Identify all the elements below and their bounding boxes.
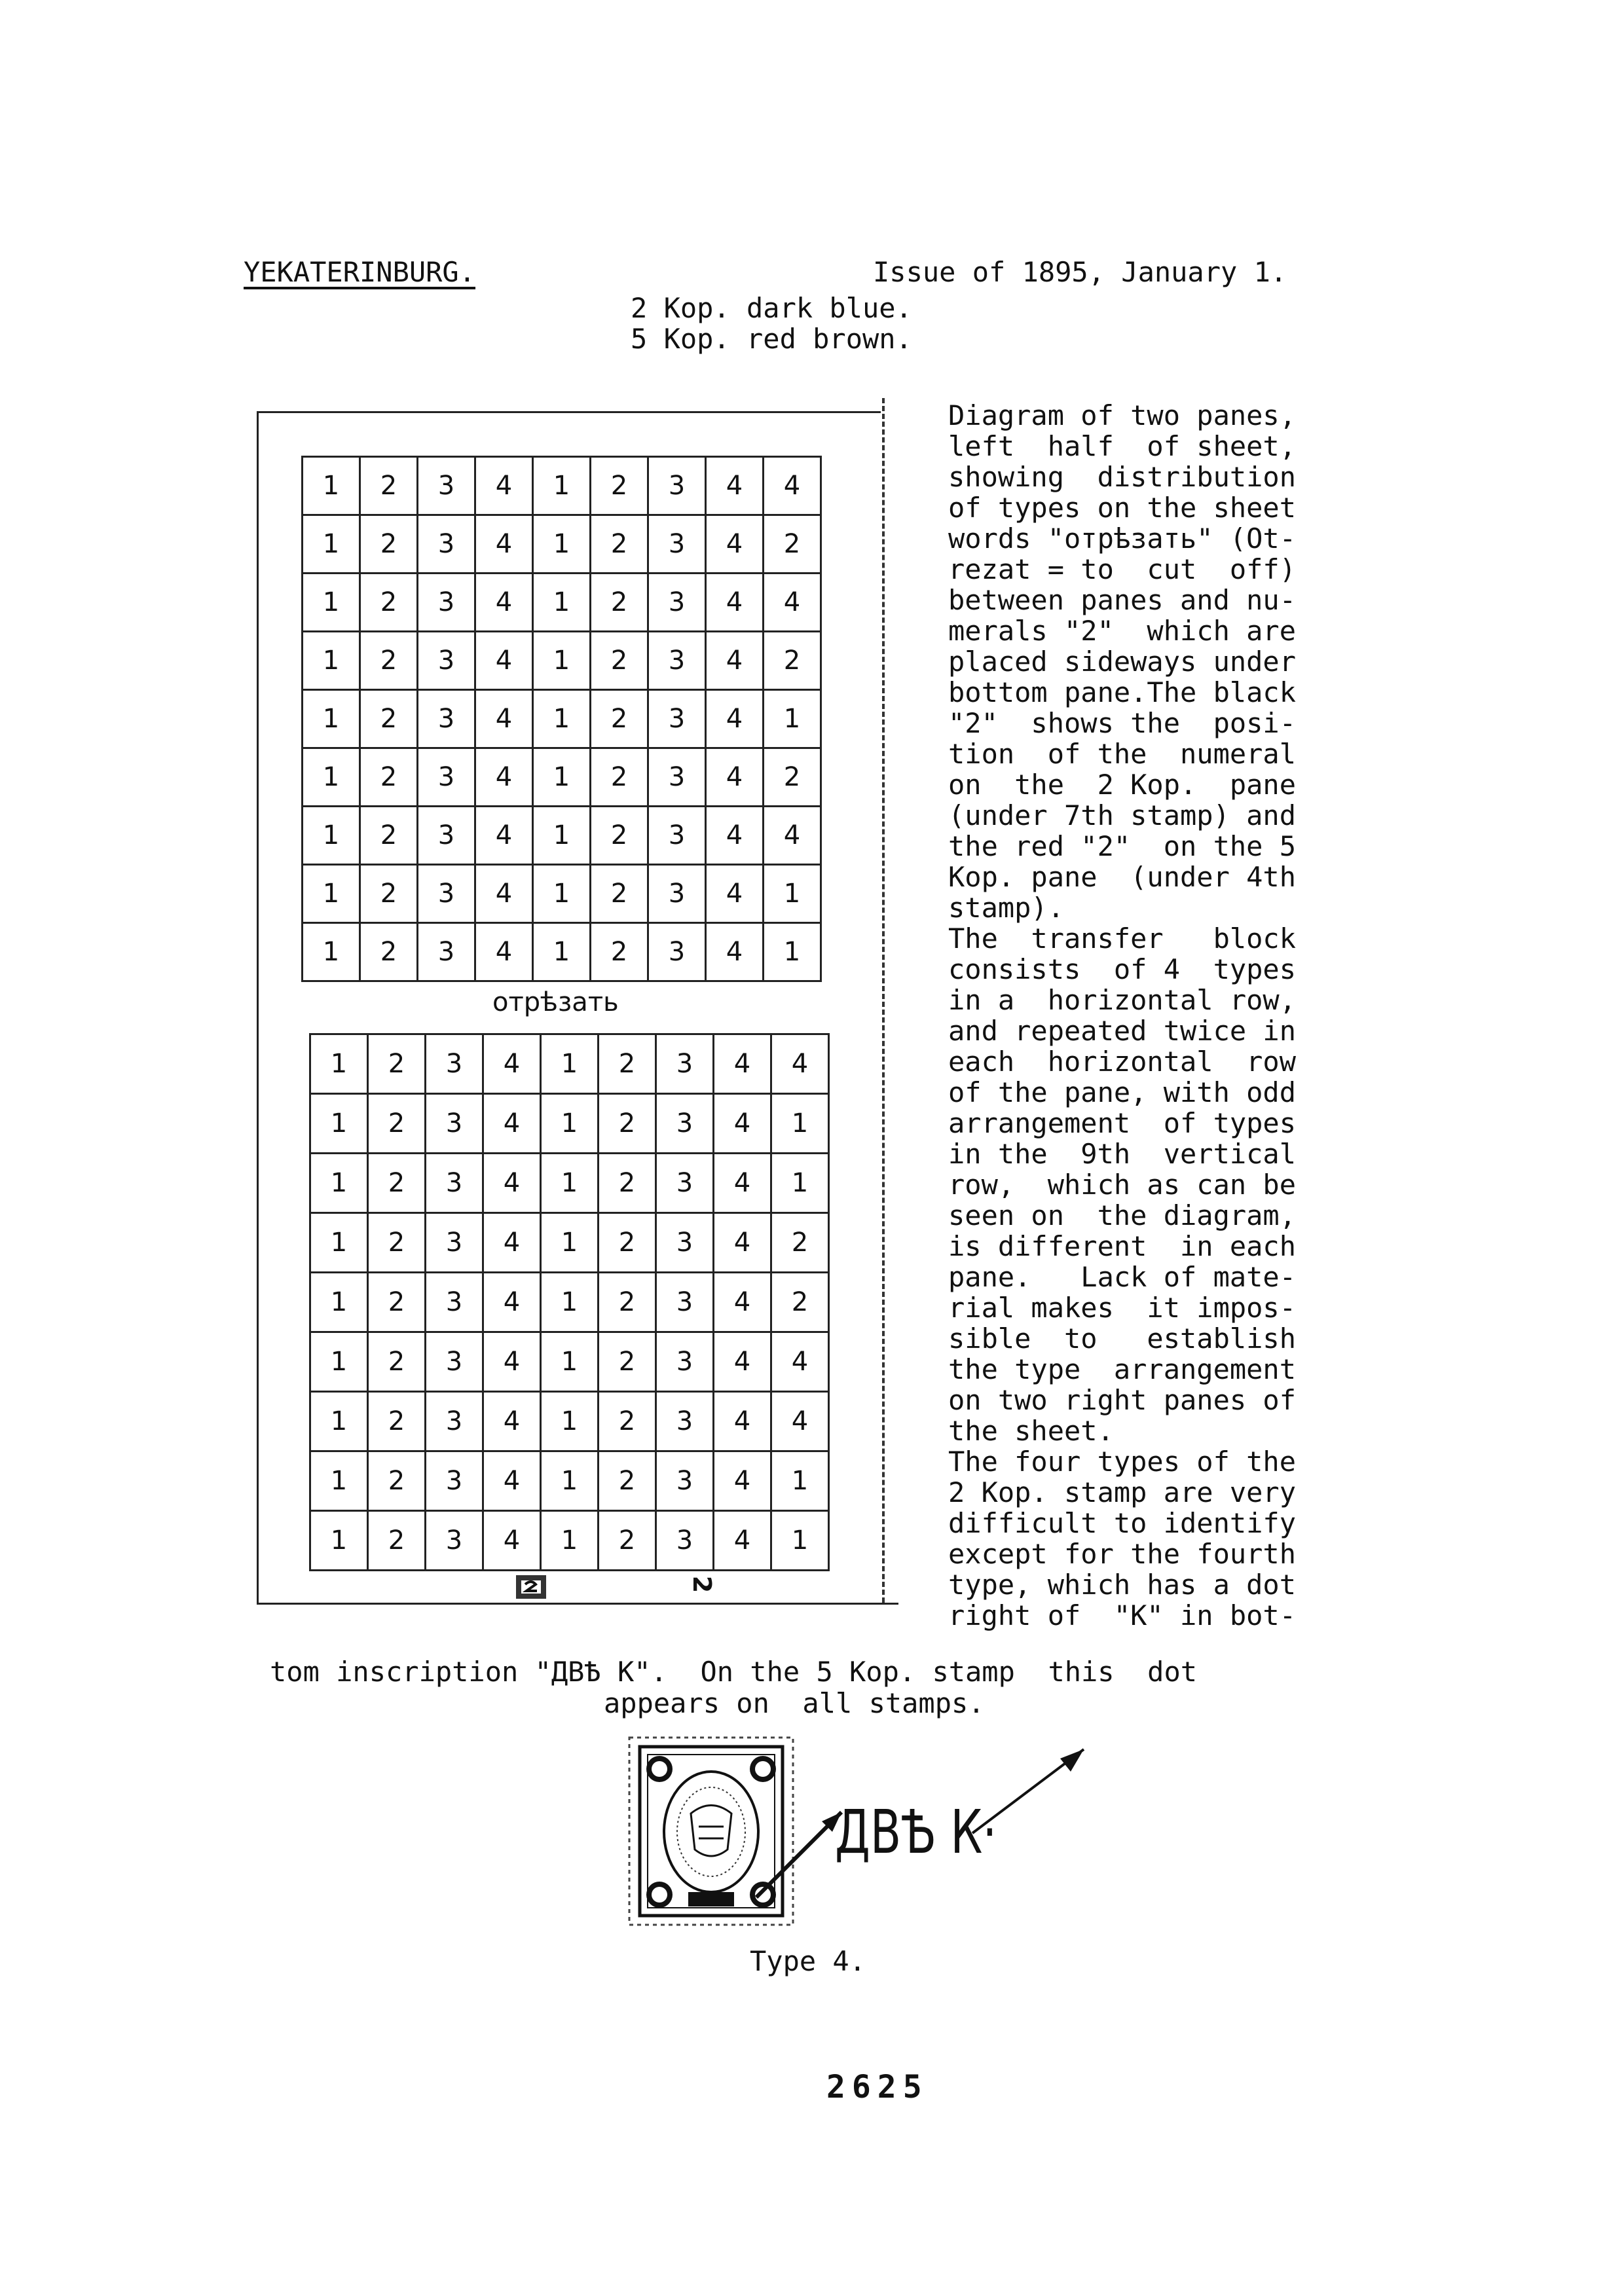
type-cell: 3	[426, 1154, 483, 1213]
type-cell: 1	[303, 748, 360, 807]
type-cell: 4	[483, 1451, 541, 1511]
description-line: row, which as can be	[948, 1169, 1297, 1201]
description-line: right of "K" in bot-	[948, 1599, 1297, 1631]
type-cell: 4	[483, 1094, 541, 1154]
type-cell: 1	[303, 690, 360, 748]
pane-row	[303, 515, 821, 574]
type-cell: 3	[656, 1034, 714, 1094]
type-cell: 4	[475, 865, 533, 923]
type-cell: 1	[303, 457, 360, 515]
type-cell: 3	[426, 1511, 483, 1571]
description-line: on the 2 Kop. pane	[948, 769, 1297, 801]
red-numeral-mark-icon	[512, 1570, 551, 1603]
type-cell: 3	[656, 1392, 714, 1451]
type-cell: 4	[706, 923, 764, 981]
type-cell: 3	[656, 1332, 714, 1392]
type-cell: 1	[533, 632, 591, 690]
pane-row	[310, 1273, 829, 1332]
type-cell: 4	[771, 1332, 829, 1392]
pane-row	[310, 1094, 829, 1154]
description-line: merals "2" which are	[948, 615, 1297, 647]
description-line: on two right panes of	[948, 1384, 1297, 1416]
description-line: Diagram of two panes,	[948, 399, 1297, 431]
type-cell: 4	[483, 1154, 541, 1213]
sheet-diagram	[257, 411, 898, 1609]
type-cell: 3	[648, 923, 706, 981]
description-line: pane. Lack of mate-	[948, 1261, 1297, 1293]
type-cell: 3	[656, 1451, 714, 1511]
description-line: in a horizontal row,	[948, 984, 1297, 1016]
type-cell: 3	[656, 1154, 714, 1213]
type-cell: 4	[714, 1154, 771, 1213]
type-cell: 2	[591, 690, 648, 748]
type-cell: 4	[706, 865, 764, 923]
pane-row	[303, 574, 821, 632]
type-cell: 4	[475, 515, 533, 574]
type-cell: 4	[475, 690, 533, 748]
type-cell: 1	[533, 515, 591, 574]
type-cell: 2	[368, 1451, 426, 1511]
type-cell: 4	[483, 1392, 541, 1451]
description-line: tion of the numeral	[948, 738, 1297, 770]
type-cell: 4	[706, 457, 764, 515]
pane-row	[310, 1332, 829, 1392]
type-cell: 2	[591, 923, 648, 981]
type-cell: 1	[303, 632, 360, 690]
type-cell: 2	[591, 515, 648, 574]
type-cell: 2	[368, 1273, 426, 1332]
type-cell: 4	[475, 574, 533, 632]
type-cell: 2	[591, 748, 648, 807]
type-cell: 4	[706, 690, 764, 748]
type-cell: 1	[310, 1451, 368, 1511]
type-cell: 2	[360, 574, 418, 632]
type-cell: 3	[418, 515, 475, 574]
figure-caption: Type 4.	[750, 1945, 866, 1977]
description-line: left half of sheet,	[948, 430, 1297, 462]
type-cell: 4	[714, 1511, 771, 1571]
type-cell: 2	[599, 1332, 656, 1392]
type-cell: 4	[771, 1034, 829, 1094]
type-cell: 3	[418, 690, 475, 748]
type-cell: 2	[599, 1034, 656, 1094]
description-line: and repeated twice in	[948, 1015, 1297, 1047]
description-line: stamp).	[948, 892, 1065, 924]
pane-row	[310, 1392, 829, 1451]
type-cell: 4	[771, 1392, 829, 1451]
type-cell: 3	[418, 574, 475, 632]
top-pane-grid	[301, 456, 822, 982]
type-cell: 4	[764, 807, 821, 865]
description-line: each horizontal row	[948, 1046, 1297, 1078]
type-cell: 4	[483, 1332, 541, 1392]
type-cell: 1	[541, 1451, 599, 1511]
type-cell: 3	[656, 1213, 714, 1273]
type-cell: 2	[599, 1213, 656, 1273]
pane-row	[303, 457, 821, 515]
pane-row	[310, 1511, 829, 1571]
description-line: arrangement of types	[948, 1107, 1297, 1139]
type-cell: 1	[541, 1094, 599, 1154]
type-cell: 2	[764, 515, 821, 574]
type-cell: 4	[714, 1273, 771, 1332]
type-cell: 2	[591, 457, 648, 515]
type-cell: 4	[483, 1213, 541, 1273]
type-cell: 1	[303, 807, 360, 865]
type-cell: 1	[310, 1034, 368, 1094]
type-cell: 2	[591, 574, 648, 632]
type-cell: 1	[303, 574, 360, 632]
type-cell: 4	[706, 807, 764, 865]
type-cell: 4	[475, 457, 533, 515]
type-cell: 4	[483, 1511, 541, 1571]
denomination-2-kop: 2 Kop. dark blue.	[631, 292, 912, 324]
type-cell: 2	[360, 632, 418, 690]
type-cell: 3	[418, 807, 475, 865]
sheet-frame-top	[257, 411, 881, 413]
type-cell: 1	[771, 1154, 829, 1213]
description-line: Kop. pane (under 4th	[948, 861, 1297, 893]
type-cell: 1	[541, 1332, 599, 1392]
description-line: bottom pane.The black	[948, 676, 1297, 708]
type-cell: 3	[648, 748, 706, 807]
type-cell: 3	[648, 457, 706, 515]
type-cell: 2	[771, 1273, 829, 1332]
type-cell: 4	[714, 1034, 771, 1094]
type-cell: 2	[764, 748, 821, 807]
type-cell: 2	[368, 1392, 426, 1451]
type-cell: 3	[426, 1392, 483, 1451]
type-cell: 3	[656, 1273, 714, 1332]
type-cell: 4	[714, 1392, 771, 1451]
type-cell: 2	[360, 690, 418, 748]
type-cell: 2	[368, 1332, 426, 1392]
type-cell: 2	[599, 1511, 656, 1571]
bottom-pane-grid	[309, 1033, 830, 1571]
type-cell: 2	[591, 807, 648, 865]
issue-date: Issue of 1895, January 1.	[873, 256, 1287, 288]
type-cell: 4	[483, 1034, 541, 1094]
type-cell: 1	[533, 865, 591, 923]
type-cell: 2	[599, 1451, 656, 1511]
type-cell: 1	[303, 515, 360, 574]
type-cell: 1	[303, 865, 360, 923]
type-cell: 3	[648, 515, 706, 574]
type-cell: 2	[599, 1392, 656, 1451]
type-cell: 4	[483, 1273, 541, 1332]
type-cell: 3	[648, 574, 706, 632]
place-title: YEKATERINBURG.	[244, 256, 476, 288]
type-cell: 2	[599, 1273, 656, 1332]
type-cell: 1	[310, 1154, 368, 1213]
type-cell: 2	[360, 807, 418, 865]
description-line: (under 7th stamp) and	[948, 799, 1297, 831]
type-cell: 2	[771, 1213, 829, 1273]
type-cell: 1	[533, 574, 591, 632]
pane-row	[310, 1451, 829, 1511]
sheet-frame-bottom	[257, 1603, 898, 1605]
stamp-inscription: ДВѢ К·	[835, 1797, 997, 1867]
type-cell: 4	[764, 574, 821, 632]
sheet-frame-left	[257, 411, 259, 1603]
type-cell: 1	[771, 1094, 829, 1154]
type-cell: 2	[368, 1034, 426, 1094]
type-cell: 2	[360, 748, 418, 807]
description-line: consists of 4 types	[948, 953, 1297, 985]
type-cell: 3	[656, 1511, 714, 1571]
type-cell: 2	[360, 865, 418, 923]
description-line: The transfer block	[948, 922, 1297, 955]
pane-row	[303, 632, 821, 690]
type-cell: 3	[648, 865, 706, 923]
description-line: words "отрѣзать" (Ot-	[948, 522, 1297, 555]
type-cell: 3	[418, 748, 475, 807]
type-cell: 3	[656, 1094, 714, 1154]
type-cell: 4	[475, 748, 533, 807]
description-tail-line: tom inscription "ДВѢ K". On the 5 Kop. stamp this dot	[270, 1656, 1198, 1688]
description-line: except for the fourth	[948, 1538, 1297, 1570]
description-line: between panes and nu-	[948, 584, 1297, 616]
type-cell: 1	[310, 1273, 368, 1332]
type-cell: 2	[368, 1213, 426, 1273]
type-cell: 1	[310, 1392, 368, 1451]
pane-row	[303, 807, 821, 865]
type-cell: 1	[310, 1094, 368, 1154]
type-cell: 2	[599, 1094, 656, 1154]
description-line: the red "2" on the 5	[948, 830, 1297, 862]
type-cell: 2	[368, 1154, 426, 1213]
type-cell: 3	[648, 807, 706, 865]
type-cell: 3	[426, 1034, 483, 1094]
type-cell: 1	[541, 1154, 599, 1213]
description-line: difficult to identify	[948, 1507, 1297, 1539]
sheet-frame-right	[882, 398, 885, 1603]
black-numeral: 2	[688, 1575, 717, 1594]
type-cell: 1	[303, 923, 360, 981]
denomination-5-kop: 5 Kop. red brown.	[631, 323, 912, 355]
type-cell: 3	[648, 632, 706, 690]
type-cell: 3	[426, 1273, 483, 1332]
type-cell: 1	[541, 1273, 599, 1332]
type-cell: 3	[418, 923, 475, 981]
type-cell: 1	[764, 923, 821, 981]
type-cell: 2	[599, 1154, 656, 1213]
description-line: placed sideways under	[948, 646, 1297, 678]
type-cell: 1	[310, 1511, 368, 1571]
page-number: 2625	[826, 2069, 929, 2105]
type-cell: 2	[368, 1511, 426, 1571]
description-line: of types on the sheet	[948, 492, 1297, 524]
type-cell: 4	[706, 574, 764, 632]
pane-row	[303, 748, 821, 807]
description	[948, 400, 1296, 1631]
type-cell: 2	[591, 632, 648, 690]
type-cell: 1	[533, 457, 591, 515]
type-cell: 1	[771, 1511, 829, 1571]
type-cell: 2	[764, 632, 821, 690]
type-cell: 3	[426, 1213, 483, 1273]
type-cell: 1	[771, 1451, 829, 1511]
description-line: the type arrangement	[948, 1353, 1297, 1385]
type-cell: 2	[360, 457, 418, 515]
type-cell: 1	[533, 748, 591, 807]
type-cell: 1	[310, 1332, 368, 1392]
description-line: The four types of the	[948, 1446, 1297, 1478]
description-line: showing distribution	[948, 461, 1297, 493]
type-cell: 4	[475, 632, 533, 690]
type-cell: 4	[714, 1332, 771, 1392]
divider-word: отрѣзать	[492, 987, 619, 1017]
type-cell: 2	[360, 923, 418, 981]
description-line: rezat = to cut off)	[948, 553, 1297, 585]
description-line: "2" shows the posi-	[948, 707, 1297, 739]
type-cell: 1	[541, 1511, 599, 1571]
type-cell: 4	[706, 515, 764, 574]
pane-row	[310, 1154, 829, 1213]
pane-row	[303, 690, 821, 748]
description-line: the sheet.	[948, 1415, 1114, 1447]
type-cell: 1	[764, 690, 821, 748]
type-cell: 3	[426, 1332, 483, 1392]
pane-row	[303, 865, 821, 923]
type-cell: 1	[541, 1213, 599, 1273]
type-cell: 4	[706, 632, 764, 690]
type-cell: 2	[591, 865, 648, 923]
type-cell: 3	[418, 632, 475, 690]
type-cell: 2	[360, 515, 418, 574]
type-cell: 3	[426, 1094, 483, 1154]
type-cell: 4	[714, 1213, 771, 1273]
stamp-figure	[625, 1735, 1123, 1931]
type-cell: 4	[475, 923, 533, 981]
type-cell: 3	[418, 457, 475, 515]
type-cell: 4	[706, 748, 764, 807]
type-cell: 4	[714, 1094, 771, 1154]
type-cell: 1	[533, 923, 591, 981]
description-line: seen on the diagram,	[948, 1199, 1297, 1231]
type-cell: 2	[368, 1094, 426, 1154]
pane-row	[310, 1034, 829, 1094]
type-cell: 3	[426, 1451, 483, 1511]
type-cell: 1	[533, 807, 591, 865]
description-line: rial makes it impos-	[948, 1292, 1297, 1324]
pane-row	[303, 923, 821, 981]
type-cell: 1	[310, 1213, 368, 1273]
type-cell: 4	[714, 1451, 771, 1511]
type-cell: 3	[418, 865, 475, 923]
type-cell: 4	[764, 457, 821, 515]
type-cell: 3	[648, 690, 706, 748]
description-line: type, which has a dot	[948, 1569, 1297, 1601]
description-line: of the pane, with odd	[948, 1076, 1297, 1108]
description-line: sible to establish	[948, 1322, 1297, 1355]
description-line: 2 Kop. stamp are very	[948, 1476, 1297, 1508]
pane-row	[310, 1213, 829, 1273]
type-cell: 1	[541, 1034, 599, 1094]
type-cell: 1	[541, 1392, 599, 1451]
description-line: in the 9th vertical	[948, 1138, 1297, 1170]
description-line: is different in each	[948, 1230, 1297, 1262]
type-cell: 1	[764, 865, 821, 923]
type-cell: 1	[533, 690, 591, 748]
type-cell: 4	[475, 807, 533, 865]
description-tail-line-2: appears on all stamps.	[604, 1687, 985, 1719]
